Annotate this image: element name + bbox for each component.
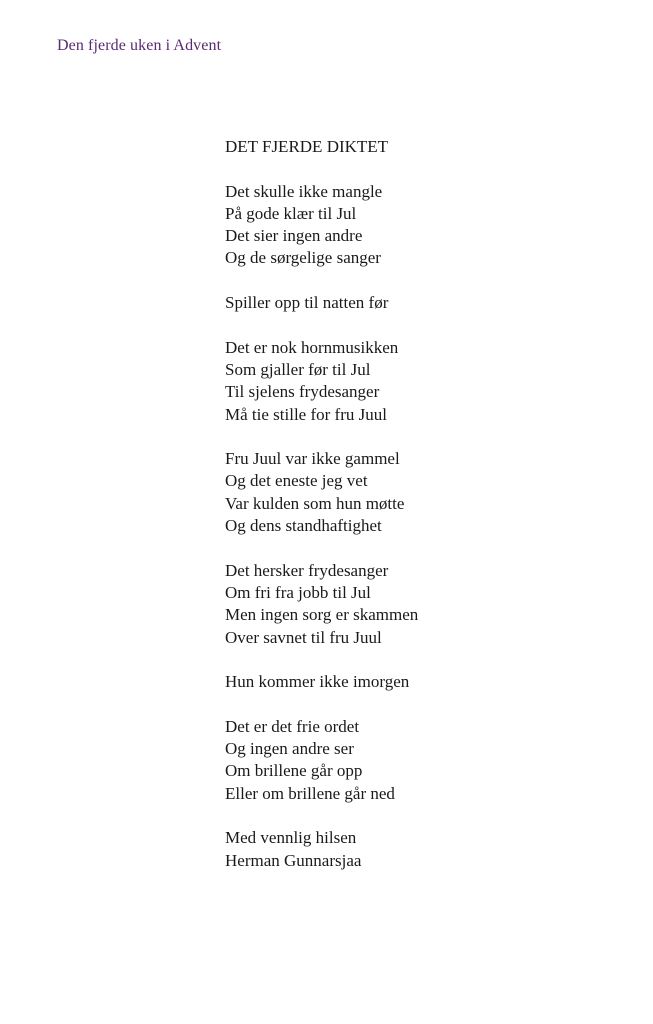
poem-line: På gode klær til Jul [225,203,357,223]
poem-line: Om brillene går opp [225,761,363,781]
poem-line: Det er det frie ordet [225,716,360,736]
poem-line: Det skulle ikke mangle [225,181,383,201]
poem-line: Som gjaller før til Jul [225,359,371,379]
poem-line: Må tie stille for fru Juul [225,404,387,424]
poem-line: Om fri fra jobb til Jul [225,582,371,602]
poem-line: Det hersker frydesanger [225,560,389,580]
author-name: Herman Gunnarsjaa [225,850,362,870]
poem-line: Og det eneste jeg vet [225,471,368,491]
stanza [225,448,625,537]
poem-line: Fru Juul var ikke gammel [225,449,400,469]
poem-line: Spiller opp til natten før [225,293,389,313]
stanza [225,181,625,270]
stanza [225,292,625,314]
poem-line: Det sier ingen andre [225,226,363,246]
poem-line: Det er nok hornmusikken [225,337,399,357]
poem-line: Var kulden som hun møtte [225,493,405,513]
signature-block [225,827,625,872]
stanza [225,671,625,693]
poem-line: Men ingen sorg er skammen [225,605,419,625]
stanza [225,560,625,649]
poem-line: Over savnet til fru Juul [225,627,382,647]
poem-line: Eller om brillene går ned [225,783,395,803]
stanza [225,716,625,805]
poem-line: Til sjelens frydesanger [225,382,380,402]
stanza [225,337,625,426]
poem-line: Og de sørgelige sanger [225,248,381,268]
poem-title: DET FJERDE DIKTET [225,137,389,156]
running-header: Den fjerde uken i Advent [57,37,222,54]
poem-line: Og ingen andre ser [225,739,354,759]
closing-greeting: Med vennlig hilsen [225,828,357,848]
poem-line: Hun kommer ikke imorgen [225,672,410,692]
poem-line: Og dens standhaftighet [225,516,382,536]
poem [225,136,625,872]
